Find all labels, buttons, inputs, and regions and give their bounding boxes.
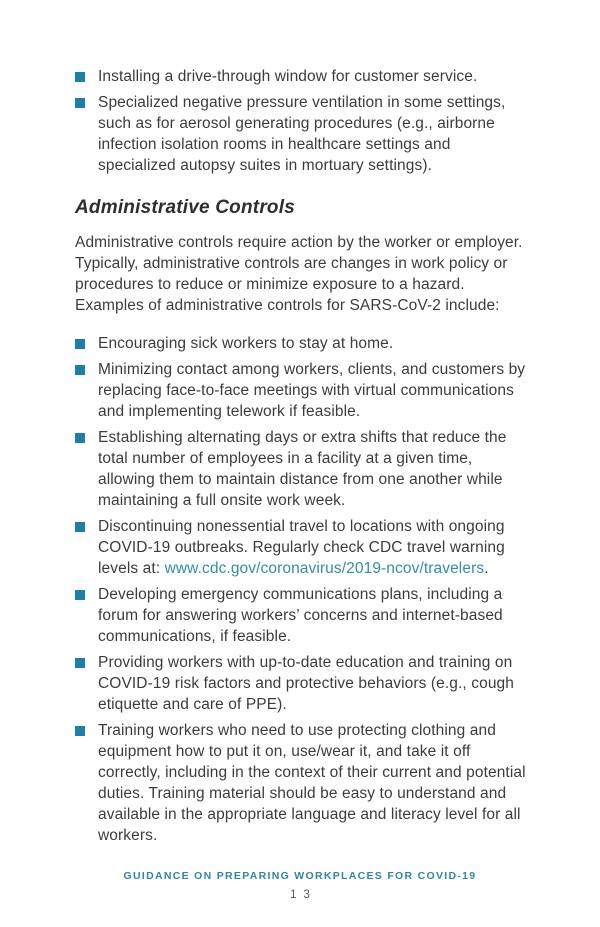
footer-document-title: GUIDANCE ON PREPARING WORKPLACES FOR COVID-19	[123, 870, 477, 882]
bullet-text: Minimizing contact among workers, clients, and customers by replacing face-to-face meetings with virtual communications and implementing telework if feasible.	[98, 361, 526, 420]
list-item	[75, 92, 528, 176]
list-item	[75, 720, 528, 846]
bullet-text: Developing emergency communications plans, including a forum for answering workers’ concerns and internet-based communications, if feasible.	[98, 586, 503, 645]
bullet-square-icon	[75, 658, 85, 668]
bullet-text	[98, 516, 528, 579]
bullet-text-before-link: Discontinuing nonessential travel to locations with ongoing COVID-19 outbreaks. Regularly check CDC travel warning levels at:	[98, 518, 505, 577]
list-item	[75, 333, 528, 354]
bullet-square-icon	[75, 433, 85, 443]
page-number: 13	[290, 889, 317, 901]
list-item	[75, 516, 528, 579]
bullet-text: Establishing alternating days or extra shifts that reduce the total number of employees in a facility at a given time, allowing them to maintain distance from one another while maintaining a full onsite work week.	[98, 429, 507, 509]
administrative-controls-bullet-list	[75, 333, 528, 846]
bullet-text: Training workers who need to use protecting clothing and equipment how to put it on, use/wear it, and take it off correctly, including in the context of their current and potential duties. Training material should be easy to understand and available in the appropriate language and literacy level for all workers.	[98, 722, 526, 844]
list-item	[75, 584, 528, 647]
bullet-square-icon	[75, 98, 85, 108]
bullet-text: Specialized negative pressure ventilation in some settings, such as for aerosol generating procedures (e.g., airborne infection isolation rooms in healthcare settings and specialized autopsy suites in mortuary settings).	[98, 94, 506, 174]
list-item	[75, 359, 528, 422]
page-footer	[0, 870, 600, 901]
bullet-text: Installing a drive-through window for customer service.	[98, 68, 478, 85]
list-item	[75, 66, 528, 87]
section-heading: Administrative Controls	[75, 197, 295, 218]
cdc-travel-link[interactable]: www.cdc.gov/coronavirus/2019-ncov/travelers	[164, 560, 485, 577]
bullet-square-icon	[75, 726, 85, 736]
bullet-square-icon	[75, 522, 85, 532]
bullet-square-icon	[75, 365, 85, 375]
bullet-text: Encouraging sick workers to stay at home.	[98, 335, 394, 352]
list-item	[75, 427, 528, 511]
bullet-square-icon	[75, 590, 85, 600]
section-paragraph: Administrative controls require action by the worker or employer. Typically, administrative controls are changes in work policy or procedures to reduce or minimize exposure to a hazard. Examples of administrative controls for SARS-CoV-2 include:	[75, 234, 523, 314]
bullet-text-after-link: .	[484, 560, 489, 577]
engineering-controls-bullet-list	[75, 66, 528, 176]
bullet-square-icon	[75, 339, 85, 349]
list-item	[75, 652, 528, 715]
bullet-square-icon	[75, 72, 85, 82]
bullet-text: Providing workers with up-to-date education and training on COVID-19 risk factors and protective behaviors (e.g., cough etiquette and care of PPE).	[98, 654, 514, 713]
